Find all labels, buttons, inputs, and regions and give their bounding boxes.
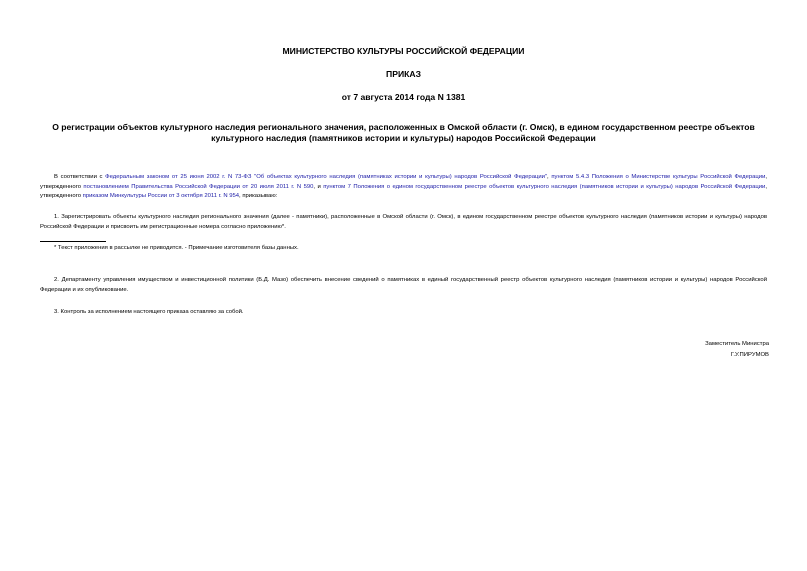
item-2-paragraph: 2. Департаменту управления имуществом и инвестиционной политики (Б.Д. Мазо) обеспечить внесение сведений о памятниках в единый государственный реестр объектов культурного наследия (памятников истории и культуры) народов Российской Федерации и их опубликование. [40, 277, 767, 293]
ministry-heading: МИНИСТЕРСТВО КУЛЬТУРЫ РОССИЙСКОЙ ФЕДЕРАЦИИ [282, 46, 525, 56]
document-date-number: от 7 августа 2014 года N 1381 [341, 92, 466, 102]
preamble-text-5: , утвержденного [40, 183, 767, 199]
preamble-text-6: , приказываю: [239, 193, 278, 199]
preamble-text-1: В соответствии с [54, 174, 106, 180]
government-decree-link[interactable]: постановлением Правительства Российской Федерации от 20 июля 2011 г. N 590 [83, 183, 314, 190]
preamble-text-2: , [547, 174, 552, 180]
item-1-paragraph: 1. Зарегистрировать объекты культурного наследия регионального значения (далее - памятники), расположенные в Омской области (г. Омск), в едином государственном реестре объектов культурного наследия (памятников истории и культуры) народов Российской Федерации и присвоить им регистрационные номера согласно приложению*. [40, 214, 767, 230]
signatory-position: Заместитель Министра [705, 341, 769, 347]
federal-law-link[interactable]: Федеральным законом от 25 июня 2002 г. N 73-ФЗ "Об объектах культурного наследия (памятниках истории и культуры) народов Российской Федерации" [105, 174, 548, 180]
document-subject: О регистрации объектов культурного наследия регионального значения, расположенных в Омской области (г. Омск), в едином государственном реестре объектов культурного наследия (памятников истории и культуры) народов Российской Федерации [52, 122, 755, 143]
preamble-text-3: , утвержденного [40, 174, 768, 190]
footnote-text: * Текст приложения в рассылке не приводится. - Примечание изготовителя базы данных. [54, 245, 299, 251]
document-type: ПРИКАЗ [386, 69, 421, 79]
ministry-order-link[interactable]: приказом Минкультуры России от 3 октября 2011 г. N 954 [82, 193, 240, 199]
footnote-divider [40, 241, 106, 242]
signatory-name: Г.У.ПИРУМОВ [730, 352, 769, 358]
item-3-paragraph: 3. Контроль за исполнением настоящего приказа оставляю за собой. [54, 309, 244, 315]
provision-543-link[interactable]: пунктом 5.4.3 Положения о Министерстве культуры Российской Федерации [551, 174, 766, 180]
preamble-text-4: , и [313, 183, 324, 190]
registry-provision-link[interactable]: пунктом 7 Положения о едином государственном реестре объектов культурного наследия (памятников истории и культуры) народов Российской Федерации [323, 183, 766, 190]
preamble-paragraph [40, 173, 767, 202]
